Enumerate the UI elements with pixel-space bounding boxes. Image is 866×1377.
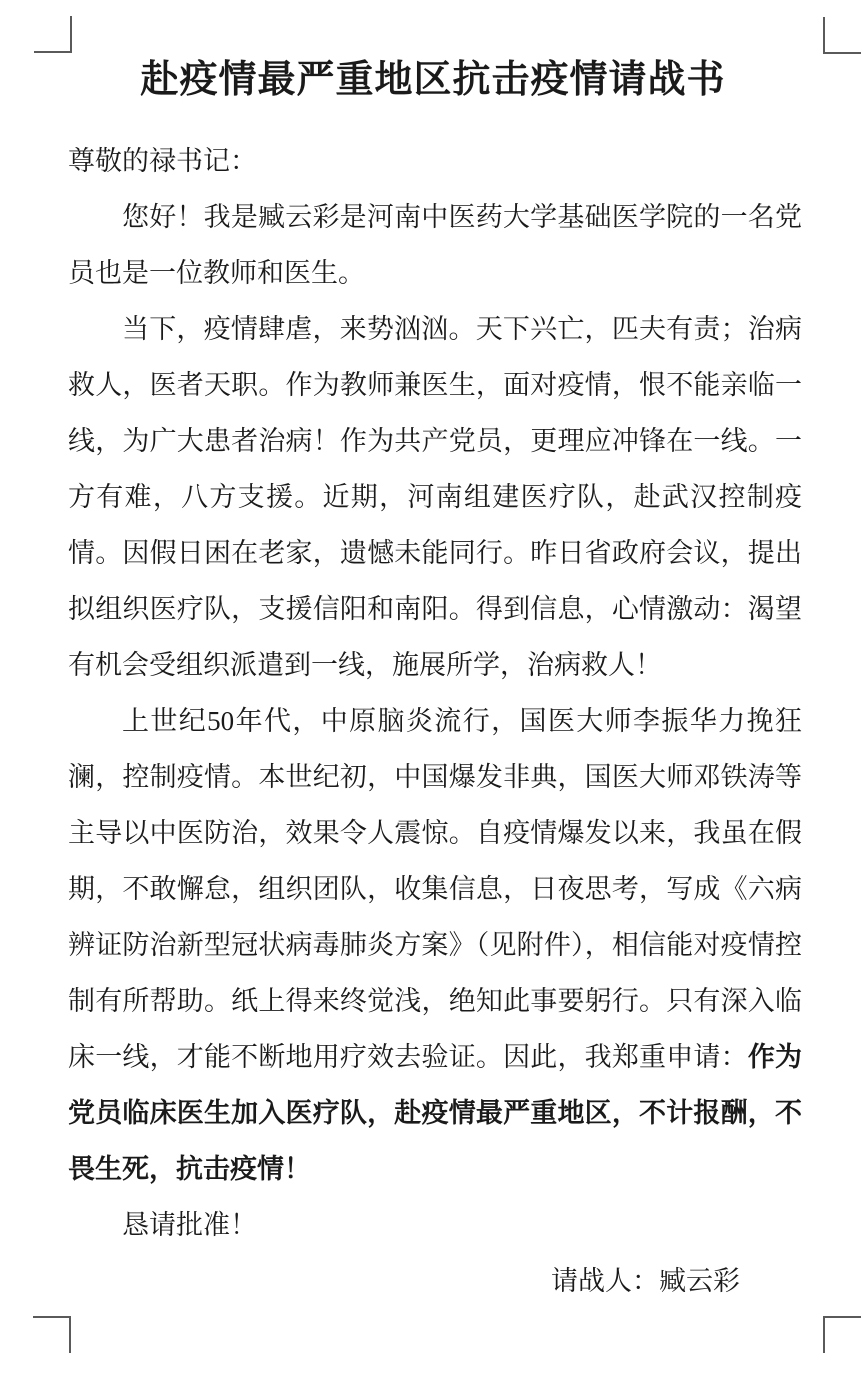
paragraph bbox=[68, 693, 802, 1197]
paragraph-run: 您好！我是臧云彩是河南中医药大学基础医学院的一名党员也是一位教师和医生。 bbox=[68, 202, 802, 288]
paragraph bbox=[68, 189, 802, 301]
paragraph-run: 尊敬的禄书记： bbox=[68, 146, 257, 176]
crop-mark-top-right bbox=[823, 17, 861, 54]
crop-mark-top-left bbox=[34, 16, 72, 53]
signature-text: 请战人：臧云彩 bbox=[551, 1266, 740, 1296]
document-title: 赴疫情最严重地区抗击疫情请战书 bbox=[140, 59, 726, 101]
paragraph bbox=[68, 133, 802, 189]
crop-mark-bottom-right bbox=[823, 1316, 861, 1353]
paragraph-run-bold: 作为党员临床医生加入医疗队，赴疫情最严重地区，不计报酬，不畏生死，抗击疫情！ bbox=[68, 1042, 803, 1184]
signature-line bbox=[68, 1253, 802, 1309]
letter-body bbox=[68, 133, 802, 1309]
paragraph bbox=[68, 1197, 802, 1253]
paragraph-run: 恳请批准！ bbox=[122, 1210, 257, 1240]
crop-mark-bottom-left bbox=[33, 1316, 71, 1353]
paragraph bbox=[68, 301, 802, 693]
paragraph-run: 当下，疫情肆虐，来势汹汹。天下兴亡，匹夫有责；治病救人，医者天职。作为教师兼医生，面对疫情，恨不能亲临一线，为广大患者治病！作为共产党员，更理应冲锋在一线。一方有难，八方支援。近期，河南组建医疗队，赴武汉控制疫情。因假日困在老家，遗憾未能同行。昨日省政府会议，提出拟组织医疗队，支援信阳和南阳。得到信息，心情激动：渴望有机会受组织派遣到一线，施展所学，治病救人！ bbox=[68, 314, 802, 680]
paragraph-run: 上世纪50年代，中原脑炎流行，国医大师李振华力挽狂澜，控制疫情。本世纪初，中国爆发非典，国医大师邓铁涛等主导以中医防治，效果令人震惊。自疫情爆发以来，我虽在假期，不敢懈怠，组织团队，收集信息，日夜思考，写成《六病辨证防治新型冠状病毒肺炎方案》（见附件），相信能对疫情控制有所帮助。纸上得来终觉浅，绝知此事要躬行。只有深入临床一线，才能不断地用疗效去验证。因此，我郑重申请： bbox=[68, 706, 802, 1072]
